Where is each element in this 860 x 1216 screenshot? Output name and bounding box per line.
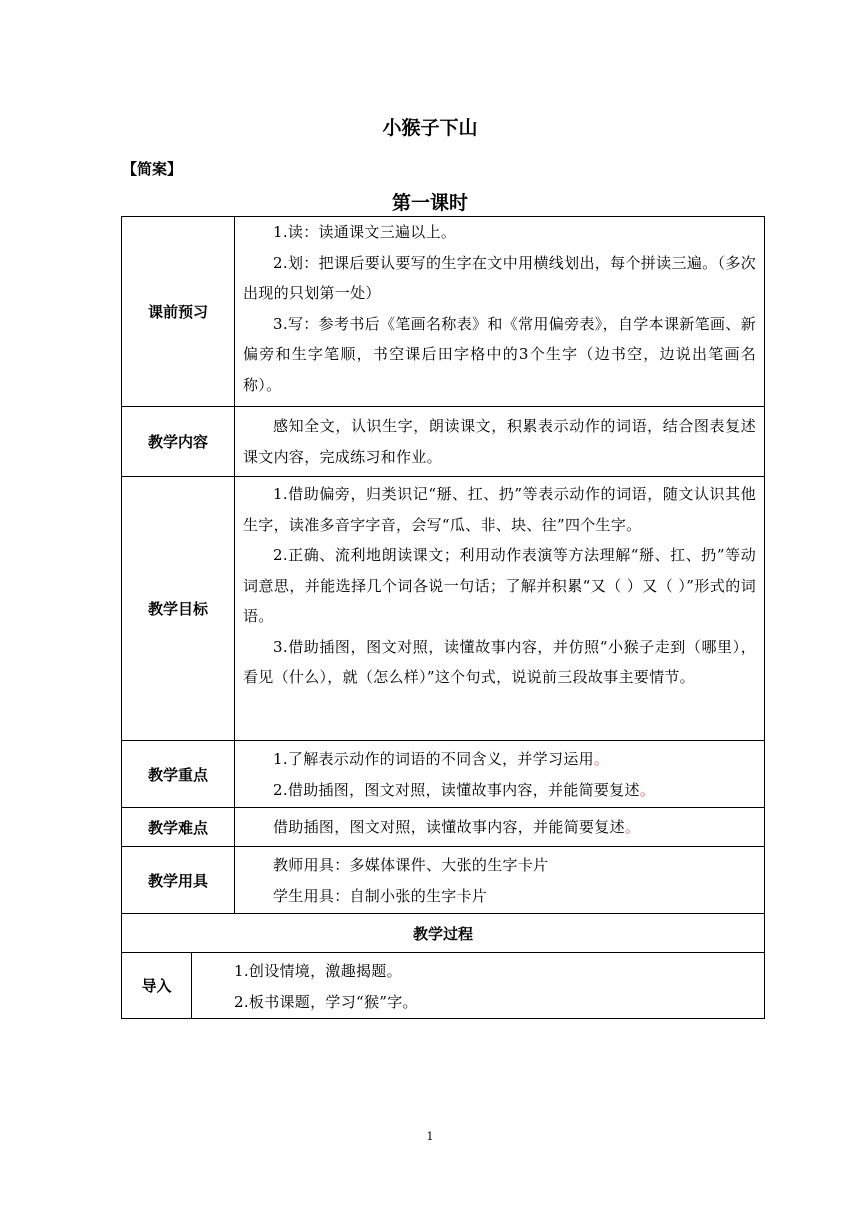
lesson-title: 第一课时 [391, 192, 468, 214]
row-content-key-points [234, 740, 765, 808]
row-content-content [234, 406, 765, 477]
row-content-intro [191, 952, 765, 1019]
intro-item-2: 2.板书课题，学习“猴”字。 [234, 992, 418, 1011]
preview-item-3: 3.写：参考书后《笔画名称表》和《常用偏旁表》，自学本课新笔画、新偏旁和生字笔顺，书空课后田字格中的3个生字（边书空，边说出笔画名称）。 [243, 314, 756, 394]
key-point-item-1 [243, 744, 756, 775]
tools-item-1: 教师用具：多媒体课件、大张的生字卡片 [273, 856, 549, 874]
goals-item-3: 3.借助插图，图文对照，读懂故事内容，并仿照“小猴子走到（哪里），看见（什么），就（怎么样）”这个句式，说说前三段故事主要情节。 [243, 637, 756, 686]
row-label-key-points: 教学重点 [121, 740, 235, 808]
goals-item-2: 2.正确、流利地朗读课文；利用动作表演等方法理解“掰、扛、扔”等动词意思，并能选择几个词各说一句话；了解并积累“又（ ）又（ ）”形式的词语。 [243, 546, 756, 625]
row-label-tools: 教学用具 [121, 846, 235, 914]
goals-item-1: 1.借助偏旁，归类识记“掰、扛、扔”等表示动作的词语，随文认识其他生字，读准多音字字音，会写“瓜、非、块、往”四个生字。 [243, 485, 756, 534]
section-tag: 【简案】 [122, 160, 183, 178]
preview-item-2: 2.划：把课后要认要写的生字在文中用横线划出，每个拼读三遍。（多次出现的只划第一处） [243, 253, 756, 302]
row-label-preview: 课前预习 [121, 216, 235, 407]
difficulty-item [243, 812, 756, 843]
intro-item-1: 1.创设情境，激趣揭题。 [234, 962, 402, 980]
document-title: 小猴子下山 [382, 117, 478, 139]
key-point-item-2 [243, 775, 756, 806]
row-label-content: 教学内容 [121, 406, 235, 477]
tools-item-2: 学生用具：自制小张的生字卡片 [273, 886, 488, 905]
key-point-item-1-mark: 。 [593, 750, 610, 768]
row-label-intro: 导入 [121, 952, 192, 1019]
key-point-item-1-text: 1.了解表示动作的词语的不同含义，并学习运用 [273, 750, 594, 768]
key-point-item-2-mark: 。 [639, 780, 656, 799]
row-content-difficulty [234, 807, 765, 847]
row-content-tools [234, 846, 765, 914]
difficulty-item-mark: 。 [624, 818, 641, 836]
row-label-difficulty: 教学难点 [121, 807, 235, 847]
process-header: 教学过程 [121, 913, 765, 953]
preview-item-1: 1.读：读通课文三遍以上。 [273, 223, 457, 241]
row-content-preview [234, 216, 765, 407]
difficulty-item-text: 借助插图，图文对照，读懂故事内容，并能简要复述 [273, 818, 625, 836]
key-point-item-2-text: 2.借助插图，图文对照，读懂故事内容，并能简要复述 [273, 780, 640, 799]
page-number: 1 [426, 1130, 434, 1143]
row-label-goals: 教学目标 [121, 476, 235, 741]
row-content-goals [234, 476, 765, 741]
content-item-1: 感知全文，认识生字，朗读课文，积累表示动作的词语，结合图表复述课文内容，完成练习和作业。 [243, 417, 756, 466]
